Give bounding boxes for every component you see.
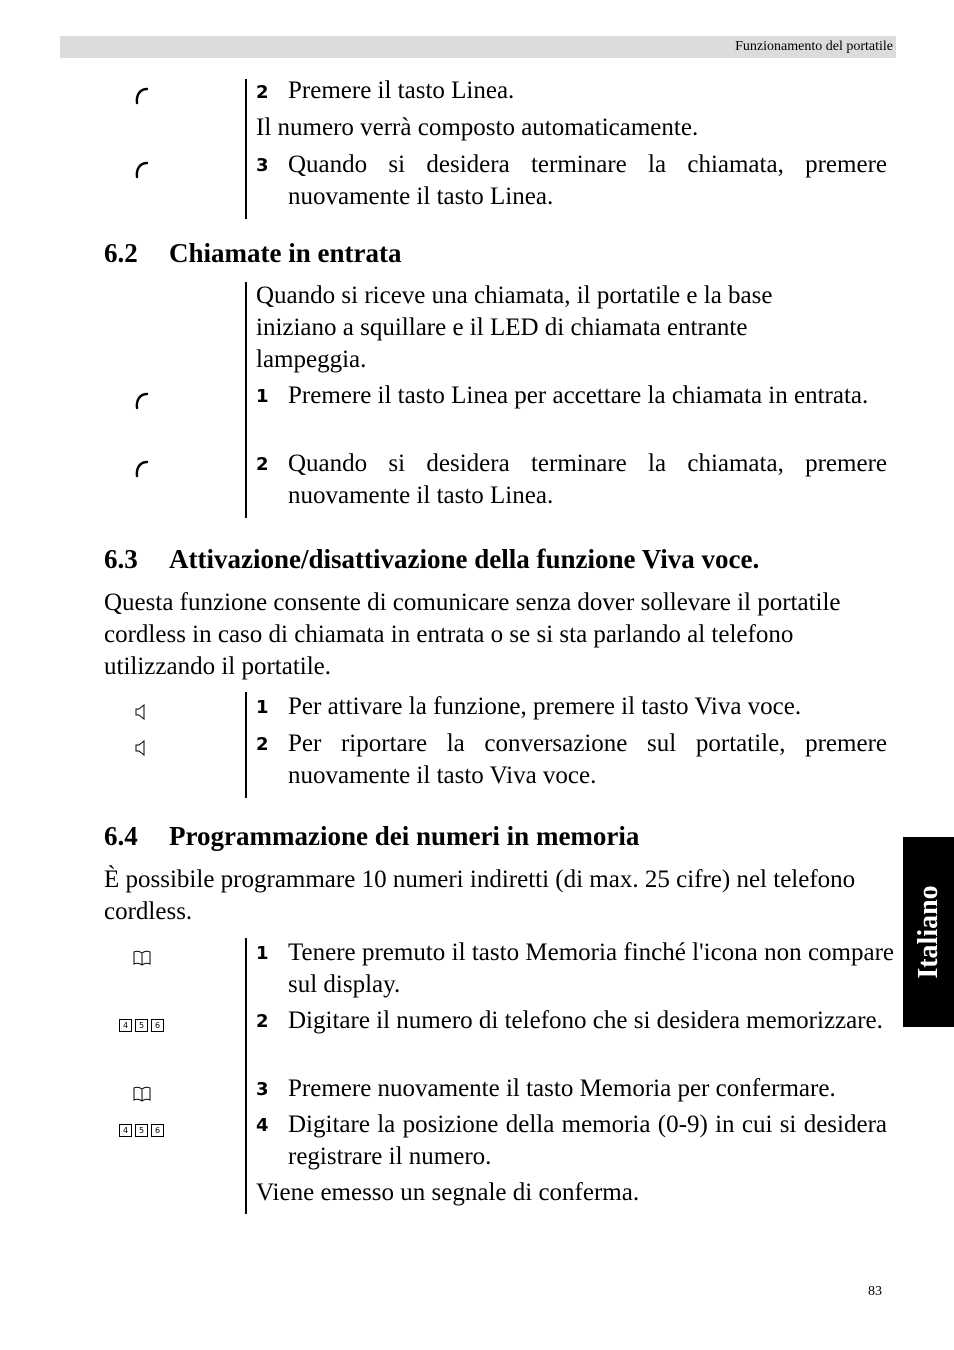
instruction-divider xyxy=(245,79,247,219)
phone-handset-icon xyxy=(133,391,151,411)
key-4: 4 xyxy=(119,1019,132,1032)
step-number: 1 xyxy=(256,943,269,964)
instruction-divider xyxy=(245,692,247,798)
step-number: 3 xyxy=(256,155,269,176)
step-text: Tenere premuto il tasto Memoria finché l'icona non compare sul display. xyxy=(288,939,894,998)
phonebook-icon xyxy=(132,950,152,966)
step-number: 2 xyxy=(256,734,269,755)
language-tab-label: Italiano xyxy=(912,885,944,979)
phonebook-icon xyxy=(132,1086,152,1102)
step-text: Per riportare la conversazione sul portatile, premere nuovamente il tasto Viva voce. xyxy=(288,730,887,789)
instruction-divider xyxy=(245,282,247,518)
step-number: 4 xyxy=(256,1115,269,1136)
instruction-divider xyxy=(245,938,247,1214)
step-text: Premere nuovamente il tasto Memoria per confermare. xyxy=(288,1075,836,1102)
step-number: 2 xyxy=(256,1011,269,1032)
section-title: Attivazione/disattivazione della funzione Viva voce. xyxy=(169,544,760,574)
keypad-keys-icon xyxy=(119,1124,164,1137)
step-text: Quando si desidera terminare la chiamata, premere nuovamente il tasto Linea. xyxy=(288,450,887,509)
note-text: Il numero verrà composto automaticamente. xyxy=(256,114,699,141)
page-number: 83 xyxy=(868,1284,882,1299)
section-title: Programmazione dei numeri in memoria xyxy=(169,821,640,851)
section-number: 6.3 xyxy=(104,544,138,574)
step-text: Digitare il numero di telefono che si desidera memorizzare. xyxy=(288,1007,883,1034)
step-number: 1 xyxy=(256,697,269,718)
header-title: Funzionamento del portatile xyxy=(735,39,893,54)
key-5: 5 xyxy=(135,1124,148,1137)
keypad-keys-icon xyxy=(119,1019,164,1032)
speaker-icon xyxy=(134,739,150,757)
phone-handset-icon xyxy=(133,86,151,106)
step-number: 1 xyxy=(256,386,269,407)
intro-text: È possibile programmare 10 numeri indiretti (di max. 25 cifre) nel telefono cordless. xyxy=(104,866,856,925)
key-6: 6 xyxy=(151,1124,164,1137)
section-number: 6.2 xyxy=(104,238,138,268)
phone-handset-icon xyxy=(133,160,151,180)
key-5: 5 xyxy=(135,1019,148,1032)
step-text: Premere il tasto Linea per accettare la chiamata in entrata. xyxy=(288,382,869,409)
step-number: 2 xyxy=(256,82,269,103)
language-tab xyxy=(903,837,954,1027)
intro-text: Questa funzione consente di comunicare senza dover sollevare il portatile cordless in caso di chiamata in entrata o se si sta parlando al telefono utilizzando il portatile. xyxy=(104,589,841,680)
section-number: 6.4 xyxy=(104,821,138,851)
key-6: 6 xyxy=(151,1019,164,1032)
intro-text: Quando si riceve una chiamata, il portatile e la base iniziano a squillare e il LED di chiamata entrante lampeggia. xyxy=(256,282,773,373)
step-text: Premere il tasto Linea. xyxy=(288,77,515,104)
step-number: 2 xyxy=(256,454,269,475)
key-4: 4 xyxy=(119,1124,132,1137)
speaker-icon xyxy=(134,703,150,721)
step-text: Digitare la posizione della memoria (0-9) in cui si desidera registrare il numero. xyxy=(288,1111,887,1170)
phone-handset-icon xyxy=(133,459,151,479)
step-number: 3 xyxy=(256,1079,269,1100)
step-text: Per attivare la funzione, premere il tasto Viva voce. xyxy=(288,693,802,720)
note-text: Viene emesso un segnale di conferma. xyxy=(256,1179,640,1206)
section-heading xyxy=(104,237,401,269)
section-heading xyxy=(104,820,639,852)
page-header xyxy=(60,36,896,58)
section-title: Chiamate in entrata xyxy=(169,238,402,268)
step-text: Quando si desidera terminare la chiamata, premere nuovamente il tasto Linea. xyxy=(288,151,887,210)
section-heading xyxy=(104,543,759,575)
